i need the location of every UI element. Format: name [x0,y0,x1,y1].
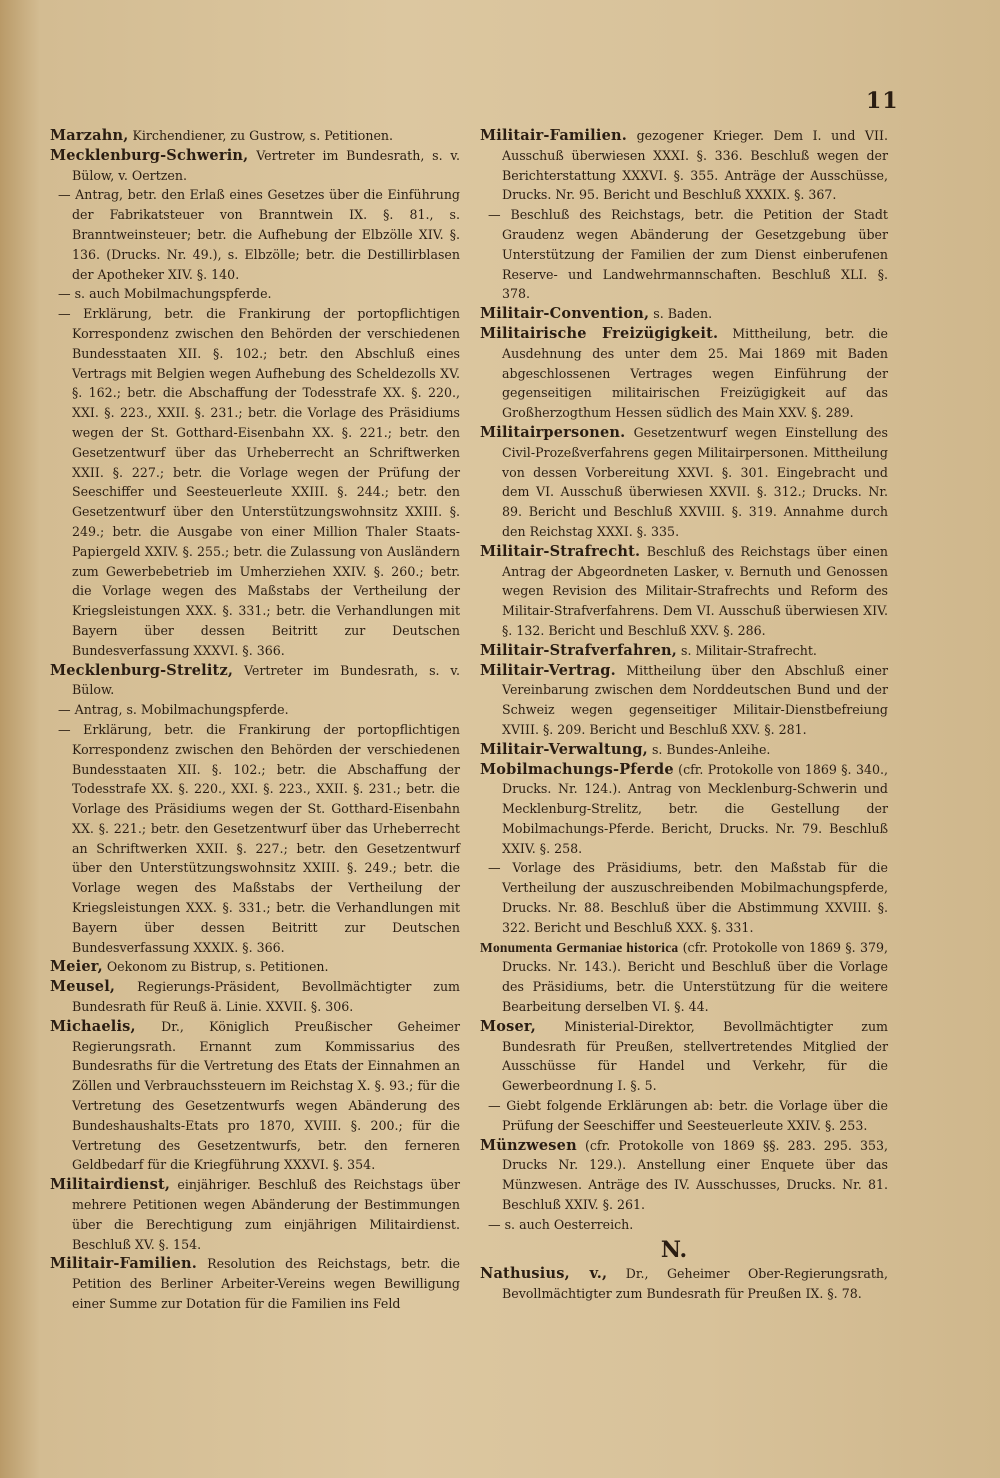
entry-text: Resolution des Reichstags, betr. die Petition des Berliner Arbeiter-Vereins wegen Bewilligung einer Summe zur Dotation für die Familien ins Feld [72,1256,460,1312]
entry-headword: Meier, [50,958,103,976]
entry-text: (cfr. Protokolle von 1869 §. 379, Drucks. Nr. 143.). Bericht und Beschluß über die Vorlage des Präsidiums, betr. die Unterstützung für die weitere Bearbeitung derselben VI. §. 44. [502,939,888,1015]
left-column [50,126,460,1314]
entry-text: Kirchendiener, zu Gustrow, s. Petitionen. [132,128,394,143]
index-subentry: — Antrag, betr. den Erlaß eines Gesetzes über die Einführung der Fabrikatsteuer von Branntwein IX. §. 81., s. Branntweinsteuer; betr. die Aufhebung der Elbzölle XIV. §. 136. (Drucks. Nr. 49.), s. Elbzölle; betr. die Destillirblasen der Apotheker XIV. §. 140. [58,187,460,282]
index-entry [480,1017,888,1096]
entry-text: (cfr. Protokolle von 1869 §. 340., Drucks. Nr. 124.). Antrag von Mecklenburg-Schwerin und Mecklenburg-Strelitz, betr. die Gestellung der Mobilmachungs-Pferde. Bericht, Drucks. Nr. 79. Beschluß XXIV. §. 258. [502,761,888,856]
entry-headword: Mecklenburg-Schwerin, [50,146,249,164]
index-entry [480,938,888,1017]
index-entry [480,324,888,423]
index-subentry: — Vorlage des Präsidiums, betr. den Maßstab für die Vertheilung der auszuschreibenden Mobilmachungspferde, Drucks. Nr. 88. Beschluß über die Abstimmung XXVIII. §. 322. Bericht und Beschluß XXX. §. 331. [488,860,888,935]
entry-headword: Militairpersonen. [480,423,626,441]
index-entry [480,304,888,324]
entry-text: s. Bundes-Anleihe. [651,741,771,757]
entry-headword: Militair-Familien. [50,1255,198,1273]
entry-headword: Militair-Vertrag. [480,661,616,679]
entry-headword: Nathusius, v., [480,1265,608,1283]
index-entry [50,126,460,146]
index-entry [480,661,888,740]
entry-headword: Monumenta Germaniae historica [480,939,679,955]
entry-headword: Militair-Strafrecht. [480,542,641,560]
index-entry [50,146,460,186]
entry-text: Vertreter im Bundesrath, s. v. Bülow. [72,662,460,698]
section-letter: N. [660,1236,688,1263]
index-entry [480,126,888,205]
index-entry [50,957,460,977]
index-entry [480,542,888,641]
entry-text: Oekonom zu Bistrup, s. Petitionen. [106,959,329,975]
page-number: 11 [866,88,899,114]
entry-headword: Militairdienst, [50,1176,171,1194]
entry-text: einjähriger. Beschluß des Reichstags über mehrere Petitionen wegen Abänderung der Bestimmungen über die Berechtigung zum einjährigen Militairdienst. Beschluß XV. §. 154. [72,1177,460,1252]
entry-text: Beschluß des Reichstags über einen Antrag der Abgeordneten Lasker, v. Bernuth und Genossen wegen Revision des Militair-Strafrechts und Reform des Militair-Strafverfahrens. Dem VI. Ausschuß überwiesen XIV. §. 132. Bericht und Beschluß XXV. §. 286. [502,543,888,638]
index-subentry: — Giebt folgende Erklärungen ab: betr. die Vorlage über die Prüfung der Seeschiffer und Seesteuerleute XXIV. §. 253. [488,1098,888,1133]
index-entry [50,1254,460,1313]
index-subentry: — Erklärung, betr. die Frankirung der portopflichtigen Korrespondenz zwischen den Behörden der verschiedenen Bundesstaaten XII. §. 102.; betr. die Abschaffung der Todesstrafe XX. §. 220., XXI. §. 223., XXII. §. 231.; betr. die Vorlage des Präsidiums wegen der St. Gotthard-Eisenbahn XX. §. 221.; betr. den Gesetzentwurf über das Urheberrecht an Schriftwerken XXII. §. 227.; betr. den Gesetzentwurf über den Unterstützungswohnsitz XXIII. §. 249.; betr. die Vorlage wegen des Maßstabs der Vertheilung der Kriegsleistungen XXX. §. 331.; betr. die Verhandlungen mit Bayern über dessen Beitritt zur Deutschen Bundesverfassung XXXIX. §. 366. [58,721,460,955]
right-column [480,126,888,1304]
index-entry [50,1017,460,1175]
index-entry [480,760,888,859]
entry-headword: Münzwesen [480,1136,577,1154]
entry-headword: Moser, [480,1017,536,1035]
entry-text: Ministerial-Direktor, Bevollmächtigter zum Bundesrath für Preußen, stellvertretendes Mitglied der Ausschüsse für Handel und Verkehr, für die Gewerbeordnung I. §. 5. [502,1018,888,1094]
entry-text: Gesetzentwurf wegen Einstellung des Civil-Prozeßverfahrens gegen Militairpersonen. Mittheilung von dessen Vorbereitung XXVI. §. 301. Eingebracht und dem VI. Ausschuß überwiesen XXVII. §. 312.; Drucks. Nr. 89. Bericht und Beschluß XXVIII. §. 319. Annahme durch den Reichstag XXXI. §. 335. [502,424,888,539]
index-subentry: — Antrag, s. Mobilmachungspferde. [58,702,289,718]
index-entry [480,423,888,542]
index-entry [480,740,888,760]
entry-text: Vertreter im Bundesrath, s. v. Bülow, v. Oertzen. [72,147,460,183]
index-entry [480,1136,888,1215]
entry-headword: Marzahn, [50,127,129,144]
index-subentry: — s. auch Mobilmachungspferde. [58,286,272,302]
index-entry [480,1264,888,1304]
index-entry [50,977,460,1017]
entry-headword: Militair-Convention, [480,305,650,323]
entry-text: Dr., Geheimer Ober-Regierungsrath, Bevollmächtigter zum Bundesrath für Preußen IX. §. 78. [502,1266,888,1302]
entry-text: Mittheilung über den Abschluß einer Vereinbarung zwischen dem Norddeutschen Bund und der Schweiz wegen gegenseitiger Militair-Dienstbefreiung XVIII. §. 209. Bericht und Beschluß XXV. §. 281. [502,662,888,737]
entry-headword: Militair-Familien. [480,127,628,144]
index-subentry: — Beschluß des Reichstags, betr. die Petition der Stadt Graudenz wegen Abänderung der Gesetzgebung über Unterstützung der Familien der zum Dienst einberufenen Reserve- und Landwehrmannschaften. Beschluß XLI. §. 378. [488,207,888,302]
entry-text: gezogener Krieger. Dem I. und VII. Ausschuß überwiesen XXXI. §. 336. Beschluß wegen der Berichterstattung XXXVI. §. 355. Anträge der Ausschüsse, Drucks. Nr. 95. Bericht und Beschluß XXXIX. §. 367. [502,128,888,203]
index-subentry: — s. auch Oesterreich. [488,1216,634,1232]
entry-headword: Meusel, [50,978,116,996]
entry-text: Dr., Königlich Preußischer Geheimer Regierungsrath. Ernannt zum Kommissarius des Bundesraths für die Vertretung des Etats der Einnahmen an Zöllen und Verbrauchssteuern im Reichstag X. §. 93.; für die Vertretung des Gesetzentwurfs wegen Abänderung des Bundeshaushalts-Etats pro 1870, XVIII. §. 200.; für die Vertretung des Gesetzentwurfs, betr. den ferneren Geldbedarf für die Kriegführung XXXVI. §. 354. [72,1018,460,1173]
entry-headword: Militair-Verwaltung, [480,740,648,758]
entry-headword: Militair-Strafverfahren, [480,641,677,659]
index-entry [50,661,460,701]
entry-text: s. Baden. [653,306,713,322]
entry-text: Mittheilung, betr. die Ausdehnung des unter dem 25. Mai 1869 mit Baden abgeschlossenen Vertrages wegen Einführung der gegenseitigen militairischen Freizügigkeit auf das Großherzogthum Hessen südlich des Main XXV. §. 289. [502,325,888,421]
entry-text: (cfr. Protokolle von 1869 §§. 283. 295. 353, Drucks Nr. 129.). Anstellung einer Enquete über das Münzwesen. Anträge des IV. Ausschusses, Drucks. Nr. 81. Beschluß XXIV. §. 261. [502,1137,888,1213]
entry-text: s. Militair-Strafrecht. [681,642,817,658]
entry-text: Regierungs-Präsident, Bevollmächtigter zum Bundesrath für Reuß ä. Linie. XXVII. §. 306. [72,979,460,1015]
index-entry [50,1175,460,1254]
index-subentry: — Erklärung, betr. die Frankirung der portopflichtigen Korrespondenz zwischen den Behörden der verschiedenen Bundesstaaten XII. §. 102.; betr. den Abschluß eines Vertrags mit Belgien wegen Aufhebung des Scheldezolls XV. §. 162.; betr. die Abschaffung der Todesstrafe XX. §. 220., XXI. §. 223., XXII. §. 231.; betr. die Vorlage des Präsidiums wegen der St. Gotthard-Eisenbahn XX. §. 221.; betr. den Gesetzentwurf über das Urheberrecht an Schriftwerken XXII. §. 227.; betr. die Vorlage wegen der Prüfung der Seeschiffer und Seesteuerleute XXIII. §. 244.; betr. den Gesetzentwurf über den Unterstützungswohnsitz XXIII. §. 249.; betr. die Ausgabe von einer Million Thaler Staats-Papiergeld XXIV. §. 255.; betr. die Zulassung von Ausländern zum Gewerbebetrieb im Umherziehen XXIV. §. 260.; betr. die Vorlage wegen des Maßstabs der Vertheilung der Kriegsleistungen XXX. §. 331.; betr. die Verhandlungen mit Bayern über dessen Beitritt zur Deutschen Bundesverfassung XXXVI. §. 366. [58,306,460,658]
entry-headword: Mecklenburg-Strelitz, [50,661,234,679]
index-entry [480,641,888,661]
entry-headword: Michaelis, [50,1017,136,1035]
entry-headword: Militairische Freizügigkeit. [480,324,719,342]
entry-headword: Mobilmachungs-Pferde [480,760,674,778]
